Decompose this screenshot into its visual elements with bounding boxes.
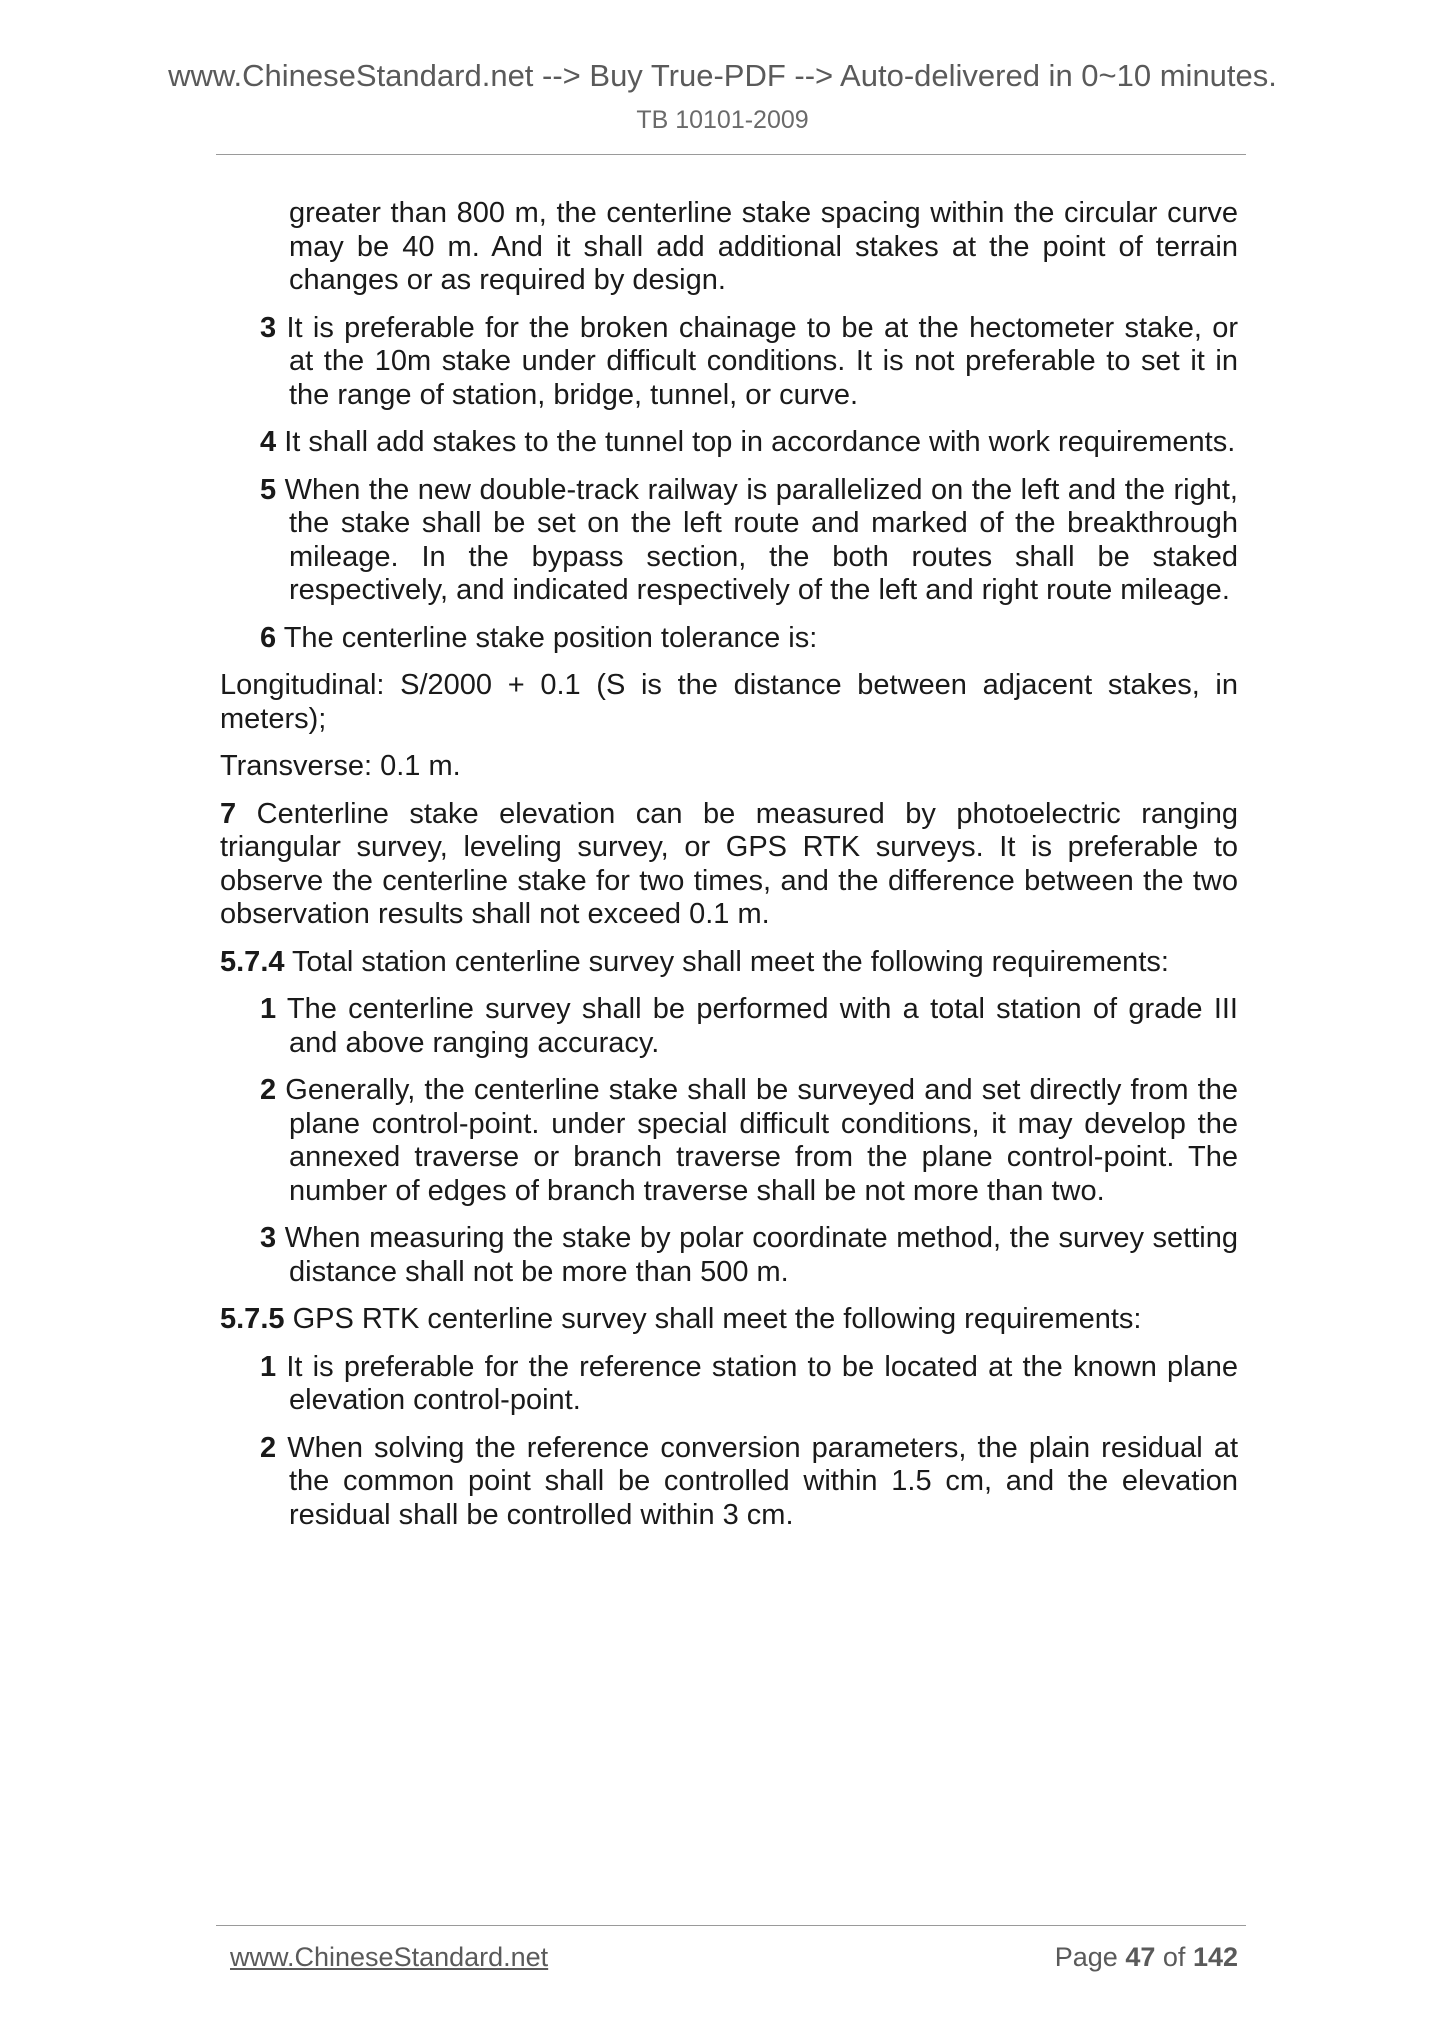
item-number: 1 xyxy=(260,1350,277,1383)
longitudinal-tolerance: Longitudinal: S/2000 + 0.1 (S is the distance between adjacent stakes, in meters); xyxy=(220,669,1238,735)
item-text: It is preferable for the broken chainage to be at the hectometer stake, or at the 10m stake under difficult conditions. It is not preferable to set it in the range of station, bridge, tunnel, or curve. xyxy=(286,311,1238,411)
item-text: The centerline stake position tolerance is: xyxy=(283,621,818,654)
section-text: GPS RTK centerline survey shall meet the following requirements: xyxy=(292,1303,1142,1335)
section-5-7-5 xyxy=(220,1303,1238,1337)
section-5-7-4-item-1 xyxy=(260,993,1238,1060)
item-text: It is preferable for the reference station to be located at the known plane elevation control-point. xyxy=(286,1350,1238,1416)
header-divider xyxy=(216,154,1246,155)
list-item-7 xyxy=(220,798,1238,932)
section-5-7-5-item-2 xyxy=(260,1432,1238,1533)
item-text: Centerline stake elevation can be measured by photoelectric ranging triangular survey, leveling survey, or GPS RTK surveys. It is preferable to observe the centerline stake for two times, and the difference between the two observation results shall not exceed 0.1 m. xyxy=(220,797,1238,930)
item-number: 5 xyxy=(260,473,277,506)
page-label: Page xyxy=(1054,1942,1118,1972)
section-number: 5.7.4 xyxy=(220,945,285,978)
item-number: 3 xyxy=(260,311,277,344)
section-5-7-4-item-3 xyxy=(260,1222,1238,1289)
header-banner: www.ChineseStandard.net --> Buy True-PDF --> Auto-delivered in 0~10 minutes. xyxy=(168,58,1277,93)
item-number: 2 xyxy=(260,1431,277,1464)
page-current: 47 xyxy=(1125,1942,1156,1972)
list-item-4 xyxy=(260,426,1238,460)
continued-paragraph: greater than 800 m, the centerline stake spacing within the circular curve may be 40 m. And it shall add additional stakes at the point of terrain changes or as required by design. xyxy=(289,197,1238,296)
item-number: 6 xyxy=(260,621,277,654)
item-text: It shall add stakes to the tunnel top in accordance with work requirements. xyxy=(284,426,1236,458)
page-content xyxy=(220,197,1238,1532)
item-number: 1 xyxy=(260,993,277,1025)
item-number: 2 xyxy=(260,1074,277,1106)
item-text: Generally, the centerline stake shall be surveyed and set directly from the plane control-point. under special difficult conditions, it may develop the annexed traverse or branch traverse from the plane control-point. The number of edges of branch traverse shall be not more than two. xyxy=(285,1074,1238,1207)
item-number: 7 xyxy=(220,797,237,830)
footer-website-link[interactable]: www.ChineseStandard.net xyxy=(230,1942,549,1972)
list-item-3 xyxy=(260,312,1238,413)
page-total: 142 xyxy=(1192,1942,1238,1972)
item-number: 4 xyxy=(260,426,277,458)
section-text: Total station centerline survey shall meet the following requirements: xyxy=(292,945,1169,978)
list-item-6 xyxy=(260,622,1238,656)
item-number: 3 xyxy=(260,1222,277,1254)
document-id: TB 10101-2009 xyxy=(636,106,809,134)
page-of: of xyxy=(1162,1942,1186,1972)
item-text: When solving the reference conversion parameters, the plain residual at the common point shall be controlled within 1.5 cm, and the elevation residual shall be controlled within 3 cm. xyxy=(287,1431,1238,1531)
section-5-7-4 xyxy=(220,946,1238,980)
footer-divider xyxy=(216,1925,1246,1926)
section-number: 5.7.5 xyxy=(220,1303,285,1335)
item-text: When the new double-track railway is parallelized on the left and the right, the stake shall be set on the left route and marked of the breakthrough mileage. In the bypass section, the both routes shall be staked respectively, and indicated respectively of the left and right route mileage. xyxy=(284,473,1238,606)
item-text: The centerline survey shall be performed with a total station of grade III and above ranging accuracy. xyxy=(286,993,1238,1059)
list-item-5 xyxy=(260,474,1238,608)
transverse-tolerance: Transverse: 0.1 m. xyxy=(220,750,461,782)
item-text: When measuring the stake by polar coordinate method, the survey setting distance shall not be more than 500 m. xyxy=(284,1222,1239,1288)
section-5-7-4-item-2 xyxy=(260,1074,1238,1208)
page-number xyxy=(1055,1940,1238,1974)
section-5-7-5-item-1 xyxy=(260,1351,1238,1418)
